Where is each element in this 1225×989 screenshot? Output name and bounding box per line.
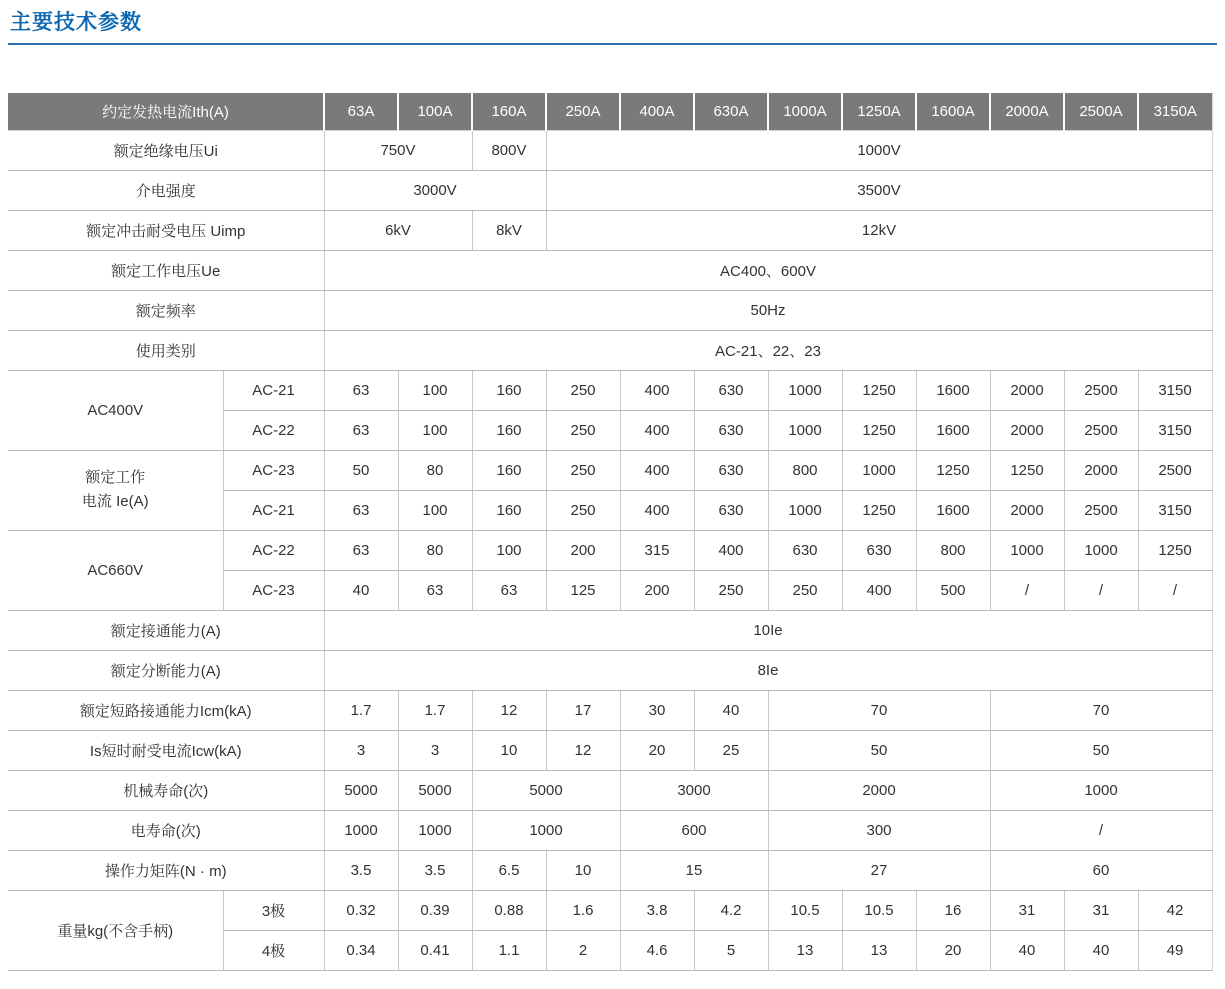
row-label: 使用类别 (8, 330, 324, 370)
data-cell: 1.6 (546, 890, 620, 930)
data-cell: 50Hz (324, 290, 1212, 330)
data-cell: 200 (620, 570, 694, 610)
data-cell: 750V (324, 130, 472, 170)
data-cell: 1250 (842, 370, 916, 410)
data-cell: 1000 (398, 810, 472, 850)
data-cell: 3.5 (398, 850, 472, 890)
data-cell: 100 (398, 410, 472, 450)
data-cell: / (990, 570, 1064, 610)
spec-table (8, 93, 1213, 971)
data-cell: 1000 (324, 810, 398, 850)
data-cell: 80 (398, 530, 472, 570)
data-cell: 8kV (472, 210, 546, 250)
data-cell: 2500 (1138, 450, 1212, 490)
header-row (8, 93, 1212, 130)
data-cell: 500 (916, 570, 990, 610)
data-cell: 1000 (768, 490, 842, 530)
spec-table-body (8, 93, 1212, 970)
data-cell: 2500 (1064, 490, 1138, 530)
data-cell: 12kV (546, 210, 1212, 250)
table-row (8, 450, 1212, 490)
data-cell: 800V (472, 130, 546, 170)
data-cell: 50 (324, 450, 398, 490)
data-cell: 1250 (1138, 530, 1212, 570)
data-cell: 13 (768, 930, 842, 970)
table-row (8, 810, 1212, 850)
data-cell: 8Ie (324, 650, 1212, 690)
header-row-label: 约定发热电流Ith(A) (8, 93, 324, 130)
data-cell: 1250 (990, 450, 1064, 490)
row-label: 额定频率 (8, 290, 324, 330)
data-cell: 63 (324, 490, 398, 530)
data-cell: 400 (620, 410, 694, 450)
data-cell: 250 (546, 370, 620, 410)
column-header: 630A (694, 93, 768, 130)
column-header: 1250A (842, 93, 916, 130)
data-cell: 25 (694, 730, 768, 770)
column-header: 3150A (1138, 93, 1212, 130)
data-cell: 1000 (990, 530, 1064, 570)
data-cell: 63 (472, 570, 546, 610)
data-cell: 1000 (1064, 530, 1138, 570)
data-cell: 160 (472, 490, 546, 530)
data-cell: 3150 (1138, 410, 1212, 450)
data-cell: 30 (620, 690, 694, 730)
data-cell: 1.1 (472, 930, 546, 970)
data-cell: 1000 (768, 410, 842, 450)
page-title: 主要技术参数 (10, 11, 142, 34)
data-cell: / (990, 810, 1212, 850)
data-cell: 400 (620, 450, 694, 490)
data-cell: 20 (620, 730, 694, 770)
data-cell: 250 (546, 450, 620, 490)
row-label: 电寿命(次) (8, 810, 324, 850)
row-label: 机械寿命(次) (8, 770, 324, 810)
data-cell: 60 (990, 850, 1212, 890)
data-cell: 250 (546, 490, 620, 530)
data-cell: 300 (768, 810, 990, 850)
sub-row-label: AC-23 (223, 570, 324, 610)
data-cell: 125 (546, 570, 620, 610)
data-cell: 1.7 (324, 690, 398, 730)
data-cell: 70 (990, 690, 1212, 730)
column-header: 100A (398, 93, 472, 130)
data-cell: 40 (990, 930, 1064, 970)
data-cell: 1000 (472, 810, 620, 850)
data-cell: 6.5 (472, 850, 546, 890)
data-cell: 1250 (842, 490, 916, 530)
sub-row-label: AC-22 (223, 410, 324, 450)
data-cell: 10.5 (842, 890, 916, 930)
data-cell: 40 (694, 690, 768, 730)
data-cell: 3.8 (620, 890, 694, 930)
data-cell: AC-21、22、23 (324, 330, 1212, 370)
data-cell: 1000 (990, 770, 1212, 810)
data-cell: 40 (1064, 930, 1138, 970)
table-row (8, 690, 1212, 730)
data-cell: 70 (768, 690, 990, 730)
data-cell: 160 (472, 370, 546, 410)
section-label: 额定工作 电流 Ie(A) (8, 450, 223, 530)
data-cell: 5 (694, 930, 768, 970)
column-header: 400A (620, 93, 694, 130)
data-cell: 400 (620, 490, 694, 530)
data-cell: 13 (842, 930, 916, 970)
data-cell: 17 (546, 690, 620, 730)
data-cell: 3 (324, 730, 398, 770)
column-header: 2500A (1064, 93, 1138, 130)
data-cell: 1000 (768, 370, 842, 410)
title-underline (8, 43, 1217, 45)
data-cell: 5000 (324, 770, 398, 810)
data-cell: 15 (620, 850, 768, 890)
table-row (8, 650, 1212, 690)
data-cell: 5000 (472, 770, 620, 810)
data-cell: 50 (990, 730, 1212, 770)
data-cell: 3000V (324, 170, 546, 210)
table-row (8, 730, 1212, 770)
data-cell: 1000 (842, 450, 916, 490)
data-cell: 2 (546, 930, 620, 970)
data-cell: 2000 (768, 770, 990, 810)
data-cell: 100 (398, 490, 472, 530)
data-cell: AC400、600V (324, 250, 1212, 290)
data-cell: 10.5 (768, 890, 842, 930)
data-cell: 0.41 (398, 930, 472, 970)
data-cell: 100 (398, 370, 472, 410)
row-label: 额定工作电压Ue (8, 250, 324, 290)
row-label: 额定冲击耐受电压 Uimp (8, 210, 324, 250)
data-cell: 1600 (916, 410, 990, 450)
sub-row-label: AC-23 (223, 450, 324, 490)
data-cell: 63 (324, 530, 398, 570)
data-cell: 1.7 (398, 690, 472, 730)
data-cell: 12 (546, 730, 620, 770)
data-cell: 400 (620, 370, 694, 410)
row-label: 额定接通能力(A) (8, 610, 324, 650)
column-header: 63A (324, 93, 398, 130)
data-cell: 42 (1138, 890, 1212, 930)
data-cell: / (1064, 570, 1138, 610)
data-cell: 400 (842, 570, 916, 610)
table-row (8, 130, 1212, 170)
sub-row-label: AC-21 (223, 490, 324, 530)
column-header: 1600A (916, 93, 990, 130)
table-row (8, 530, 1212, 570)
data-cell: 16 (916, 890, 990, 930)
row-label: 重量kg(不含手柄) (8, 890, 223, 970)
data-cell: 0.32 (324, 890, 398, 930)
data-cell: 630 (768, 530, 842, 570)
data-cell: 3 (398, 730, 472, 770)
data-cell: 10Ie (324, 610, 1212, 650)
data-cell: 630 (694, 370, 768, 410)
data-cell: 315 (620, 530, 694, 570)
sub-row-label: 4极 (223, 930, 324, 970)
table-row (8, 250, 1212, 290)
row-label: 额定短路接通能力Icm(kA) (8, 690, 324, 730)
data-cell: 250 (768, 570, 842, 610)
sub-row-label: AC-21 (223, 370, 324, 410)
data-cell: 800 (768, 450, 842, 490)
table-row (8, 210, 1212, 250)
data-cell: 5000 (398, 770, 472, 810)
data-cell: 31 (1064, 890, 1138, 930)
sub-row-label: 3极 (223, 890, 324, 930)
column-header: 1000A (768, 93, 842, 130)
data-cell: 6kV (324, 210, 472, 250)
data-cell: 3150 (1138, 370, 1212, 410)
data-cell: 1250 (916, 450, 990, 490)
data-cell: 100 (472, 530, 546, 570)
data-cell: 0.39 (398, 890, 472, 930)
table-row (8, 330, 1212, 370)
data-cell: 50 (768, 730, 990, 770)
group-label: AC400V (8, 370, 223, 450)
data-cell: 1000V (546, 130, 1212, 170)
data-cell: 2000 (990, 490, 1064, 530)
data-cell: 80 (398, 450, 472, 490)
data-cell: 1600 (916, 490, 990, 530)
data-cell: 200 (546, 530, 620, 570)
data-cell: 0.34 (324, 930, 398, 970)
group-label: AC660V (8, 530, 223, 610)
data-cell: 2000 (990, 370, 1064, 410)
data-cell: 630 (694, 450, 768, 490)
column-header: 160A (472, 93, 546, 130)
data-cell: 250 (546, 410, 620, 450)
column-header: 250A (546, 93, 620, 130)
data-cell: 2500 (1064, 370, 1138, 410)
data-cell: 63 (398, 570, 472, 610)
data-cell: 4.2 (694, 890, 768, 930)
sub-row-label: AC-22 (223, 530, 324, 570)
data-cell: 10 (472, 730, 546, 770)
data-cell: 160 (472, 450, 546, 490)
data-cell: 31 (990, 890, 1064, 930)
data-cell: 800 (916, 530, 990, 570)
data-cell: 630 (694, 490, 768, 530)
data-cell: 10 (546, 850, 620, 890)
table-row (8, 610, 1212, 650)
data-cell: 250 (694, 570, 768, 610)
data-cell: 4.6 (620, 930, 694, 970)
data-cell: 3500V (546, 170, 1212, 210)
data-cell: 2500 (1064, 410, 1138, 450)
data-cell: 600 (620, 810, 768, 850)
data-cell: 630 (694, 410, 768, 450)
table-row (8, 890, 1212, 930)
data-cell: 3000 (620, 770, 768, 810)
data-cell: 2000 (990, 410, 1064, 450)
table-row (8, 770, 1212, 810)
table-row (8, 170, 1212, 210)
data-cell: 2000 (1064, 450, 1138, 490)
table-row (8, 290, 1212, 330)
data-cell: 12 (472, 690, 546, 730)
row-label: 额定绝缘电压Ui (8, 130, 324, 170)
row-label: Is短时耐受电流Icw(kA) (8, 730, 324, 770)
data-cell: 3.5 (324, 850, 398, 890)
data-cell: 630 (842, 530, 916, 570)
data-cell: 160 (472, 410, 546, 450)
data-cell: 3150 (1138, 490, 1212, 530)
data-cell: 0.88 (472, 890, 546, 930)
column-header: 2000A (990, 93, 1064, 130)
data-cell: / (1138, 570, 1212, 610)
table-row (8, 850, 1212, 890)
row-label: 额定分断能力(A) (8, 650, 324, 690)
data-cell: 49 (1138, 930, 1212, 970)
table-row (8, 370, 1212, 410)
data-cell: 27 (768, 850, 990, 890)
data-cell: 20 (916, 930, 990, 970)
data-cell: 400 (694, 530, 768, 570)
data-cell: 1600 (916, 370, 990, 410)
data-cell: 63 (324, 410, 398, 450)
row-label: 操作力矩阵(N · m) (8, 850, 324, 890)
data-cell: 63 (324, 370, 398, 410)
data-cell: 40 (324, 570, 398, 610)
row-label: 介电强度 (8, 170, 324, 210)
data-cell: 1250 (842, 410, 916, 450)
